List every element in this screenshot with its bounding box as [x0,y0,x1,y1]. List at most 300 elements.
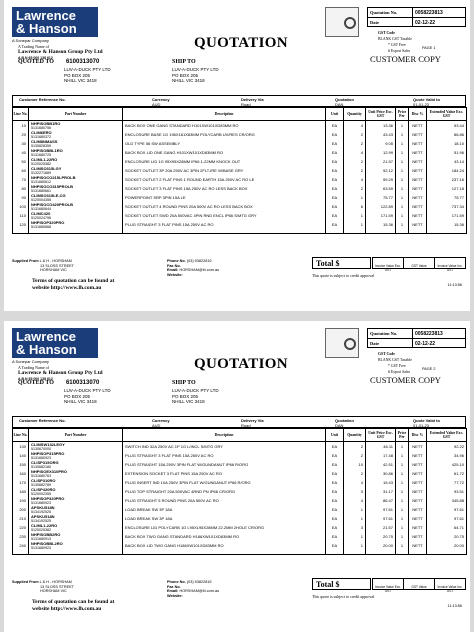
description: SWITCH IND 32A 250V AC 1P 1G L/INCL S/MTG GRY [123,442,326,452]
part-barcode: 5131680923 [31,501,51,505]
extended-value: 737.34 [427,202,467,211]
line-number: 110 [13,211,29,220]
extended-value: 64.71 [427,523,467,532]
extended-value: 184.24 [427,166,467,175]
line-number: 150 [13,460,29,469]
table-row [13,211,467,220]
quantity: 1 [344,532,366,541]
quotation-no-label: Quotation No. [368,329,413,338]
part-barcode: 5134192525 [31,519,51,523]
extended-value: 345.88 [427,496,467,505]
discount: NETT [409,139,427,148]
col-line: Line No. [13,429,29,442]
empty-cell [427,550,467,554]
tax-export: # Export Sales [388,370,411,374]
unit: EA [326,496,344,505]
total-boxes [372,578,466,593]
unit-price: 46.11 [366,442,396,452]
description: PLUG STRAIGHT 3 FLAT PINS 15A 250V AC RO [123,451,326,460]
part-number [29,220,123,229]
invoice-value-inc-label: Invoice Value Inc. GST [437,585,463,593]
quantity: 6 [344,202,366,211]
quotation-by-label: Quotation [335,418,354,423]
part-number [29,505,123,514]
company-name: Lawrence & Hanson Group Pty Ltd [18,49,103,55]
line-number: 80 [13,184,29,193]
logo-line-1: Lawrence [16,8,76,23]
tax-free: * GST Free [388,43,406,47]
empty-cell [396,229,409,233]
part-number [29,460,123,469]
discount: NETT [409,166,427,175]
table-row [13,505,467,514]
line-number: 40 [13,148,29,157]
total-label: Total $ [312,257,371,269]
quantity: 2 [344,166,366,175]
total-boxes [372,257,466,272]
quotation-by: DAN [335,102,344,107]
empty-cell [409,550,427,554]
page-number [422,367,435,371]
print-time: 11:13:56 [447,283,462,287]
extended-value: 425.10 [427,460,467,469]
part-barcode: 5132271889 [31,171,51,175]
unit: EA [326,532,344,541]
currency: AUD [152,423,161,428]
address-line: PO BOX 205 [64,393,91,399]
ship-to-label: SHIP TO [172,59,196,65]
unit: EA [326,541,344,550]
price-per: 1 [396,478,409,487]
terms-line-1: Terms of quotation can be found at [32,599,115,605]
price-per: 1 [396,121,409,131]
extended-value: 61.72 [427,469,467,478]
extended-value: 171.59 [427,211,467,220]
gst-value-label: GST Value [404,579,435,589]
col-ext-price: Extended Value Exc. GST [427,108,467,121]
logo-subtitle: A Sonepar Company [12,359,49,364]
unit: EA [326,157,344,166]
price-per: 1 [396,157,409,166]
address-line: NHILL VIC 3418 [64,399,97,404]
part-barcode: 5131680372 [31,135,51,139]
col-unit: Unit [326,108,344,121]
price-per: 1 [396,442,409,452]
line-number: 230 [13,532,29,541]
description: BACK BOX TWO GANG STANDARD H186XW101XD83MM RO [123,532,326,541]
quantity: 3 [344,487,366,496]
extended-value: 93.51 [427,487,467,496]
unit: EA [326,166,344,175]
part-number [29,532,123,541]
invoice-value-label: Invoice Value Exc. GST [373,258,404,268]
discount: NETT [409,487,427,496]
col-price-per: Price Per [396,108,409,121]
empty-cell [396,550,409,554]
extended-value: 20.75 [427,532,467,541]
price-per: 1 [396,184,409,193]
extended-value: 51.96 [427,148,467,157]
col-part: Part Number [29,429,123,442]
unit-price: 30.86 [366,469,396,478]
table-row [13,469,467,478]
description: BACK BOX LID TWO GANG H186XW101XD83MM RO [123,541,326,550]
unit: EA [326,184,344,193]
page-number-value: 1 [433,46,436,50]
col-ext-price: Extended Value Exc. GST [427,429,467,442]
part-number [29,469,123,478]
quantity: 4 [344,121,366,131]
part-code: CLIMC420 [31,211,51,216]
line-number: 50 [13,157,29,166]
discount: NETT [409,514,427,523]
part-barcode: 5131680923 [31,546,51,550]
tax-export: # Export Sales [388,49,411,53]
terms-note [32,599,114,613]
terms-line-2: website http://www.lh.com.au [32,606,102,612]
col-qty: Quantity [344,108,366,121]
table-row [13,184,467,193]
logo-line-2: & Hanson [16,21,77,36]
price-per: 1 [396,193,409,202]
part-code: CLIML1-22RO [31,157,58,162]
email-label: Email: [167,589,179,593]
part-code: NHPISOCO420PROLB [31,202,74,207]
terms-note [32,278,114,292]
address-line: LUV-A-DUCK PTY LTD [172,388,219,393]
description: ENCLOSURE BASE 1G 196X161X83MM POLYCARB UV/RES CR/ORG [123,130,326,139]
extended-value: 92.22 [427,442,467,452]
empty-cell [366,229,396,233]
quotation-footer [12,257,466,291]
fax-label: Fax No. [167,263,181,268]
quantity: 2 [344,442,366,452]
trading-name-label: A Trading Name of [18,44,49,49]
extended-value: 97.61 [427,505,467,514]
part-number [29,451,123,460]
quoted-to-label [18,380,99,386]
description: BACK BOX ONE GANG STANDARD H101XW101XD83MM RO [123,121,326,131]
tax-code-label: GST Code [378,31,395,35]
part-number [29,478,123,487]
table-row [13,220,467,229]
ship-to-label: SHIP TO [172,380,196,386]
empty-cell [13,550,29,554]
col-desc: Description [123,108,326,121]
unit-price: 75.77 [366,193,396,202]
quantity: 2 [344,157,366,166]
discount: NETT [409,184,427,193]
unit: EA [326,121,344,131]
certification-badge [325,328,359,358]
price-per: 1 [396,139,409,148]
page-label: PAGE [422,367,433,371]
empty-cell [427,229,467,233]
line-number: 30 [13,139,29,148]
part-code: CLIMSO315LGY [31,166,62,171]
unit: EA [326,523,344,532]
price-per: 1 [396,220,409,229]
part-barcode: 5120004355 [31,198,51,202]
tax-blank: BLANK GST Taxable [378,358,412,362]
quantity: 2 [344,139,366,148]
address-line: NHILL VIC 3418 [64,78,97,83]
discount: NETT [409,523,427,532]
customer-ref-label: Customer Reference No. [19,97,66,102]
part-barcode: 5131680913 [31,537,51,541]
unit-price: 21.57 [366,157,396,166]
discount: NETT [409,460,427,469]
price-per: 1 [396,211,409,220]
col-part: Part Number [29,108,123,121]
part-barcode: 5130682789 [31,483,51,487]
price-per: 1 [396,505,409,514]
quoted-to-address [64,67,111,84]
part-code: NHPISOP320PRO [31,220,65,225]
part-code: NHPISOBB2RO [31,532,61,537]
line-items-table [12,107,467,234]
unit: EA [326,220,344,229]
extended-value: 53.44 [427,121,467,131]
part-barcode: 5131680763 [31,474,51,478]
quoted-to-text: QUOTED TO [18,380,54,386]
discount: NETT [409,130,427,139]
quantity: 3 [344,523,366,532]
extended-value: 43.14 [427,157,467,166]
description: SOCKET OUTLET 2 FLAT PINS 1 ROUND EARTH 15A 250V AC RO LE [123,175,326,184]
table-row [13,514,467,523]
reference-header [12,416,466,428]
part-code: NHPISOBBL2RO [31,541,63,546]
empty-cell [29,550,123,554]
col-line: Line No. [13,108,29,121]
quantity: 2 [344,451,366,460]
supplied-address-2: HORSHAM VIC [40,589,67,593]
unit: EA [326,211,344,220]
supplied-from-label: Supplied From [12,259,39,263]
price-per: 1 [396,514,409,523]
table-row [13,148,467,157]
unit: EA [326,487,344,496]
extended-value: 127.18 [427,184,467,193]
part-barcode: 5134192525 [31,510,51,514]
logo-line-2: & Hanson [16,342,77,357]
unit-price: 97.61 [366,514,396,523]
quoted-to-account: 6100313070 [65,380,100,386]
price-per: 1 [396,202,409,211]
quotation-by-label: Quotation [335,97,354,102]
line-number: 70 [13,175,29,184]
part-code: NHPISOBBL1RO [31,148,63,153]
table-row [13,478,467,487]
col-unit: Unit [326,429,344,442]
currency-label: Currency [152,418,170,423]
unit-price: 171.59 [366,211,396,220]
discount: NETT [409,202,427,211]
certification-seal-icon [344,338,356,350]
part-number [29,184,123,193]
price-per: 1 [396,469,409,478]
phone: (03) 53822819 [186,259,212,263]
part-barcode: 5131680756 [31,126,51,130]
discount: NETT [409,505,427,514]
valid-to: 01-01-23 [413,102,430,107]
supplied-address-2: HORSHAM VIC [40,268,67,272]
unit-price: 43.43 [366,130,396,139]
part-code: APSKU518N [31,505,55,510]
unit-price: 20.75 [366,532,396,541]
unit-price: 42.51 [366,460,396,469]
empty-cell [366,550,396,554]
part-code: CLIMSO315LE-CG [31,193,66,198]
part-barcode: 5130682180 [31,465,51,469]
quotation-no: 0058223813 [415,331,443,337]
valid-to-label: Quote Valid to [413,418,440,423]
line-number: 100 [13,202,29,211]
price-per: 1 [396,532,409,541]
description: PLUG STRAIGHT 3 FLAT PINS 15A 250V AC RO [123,220,326,229]
part-code: NHPISOEX310PRO [31,469,68,474]
discount: NETT [409,193,427,202]
part-number [29,157,123,166]
trading-name-label: A Trading Name of [18,365,49,370]
reference-header [12,95,466,107]
quantity: 1 [344,505,366,514]
currency: AUD [152,102,161,107]
discount: NETT [409,211,427,220]
discount: NETT [409,496,427,505]
table-row [13,496,467,505]
description: LOAD BREAK SW 3P 18A [123,514,326,523]
part-number [29,487,123,496]
part-number [29,541,123,550]
invoice-value-inc-label: Invoice Value Inc. GST [437,264,463,272]
discount: NETT [409,532,427,541]
part-code: APSKU518N [31,514,55,519]
phone-label: Phone No. [167,259,186,263]
delivery-via-label: Delivery Via [241,418,264,423]
supplied-from-label: Supplied From [12,580,39,584]
price-per: 1 [396,496,409,505]
part-code: CLIMSW132LEGY [31,442,65,447]
quotation-info-box [367,7,466,27]
supplied-address-1: 13 SLOSS STREET [40,584,74,589]
supplied-from [12,580,74,594]
price-per: 1 [396,541,409,550]
quotation-page-1 [4,0,470,311]
supplied-from-branch: L & H - HORSHAM [39,259,72,263]
part-barcode: 5131680725 [31,153,51,157]
address-line: NHILL VIC 3418 [172,78,205,83]
part-barcode: 5131680923 [31,456,51,460]
unit-price: 20.00 [366,541,396,550]
quantity: 2 [344,130,366,139]
email: HORSHAM@lh.com.au [179,268,220,272]
discount: NETT [409,478,427,487]
extended-value: 15.36 [427,220,467,229]
line-items-table [12,428,467,555]
description: ENCLOSURE LID POLYCARB 1G L95XL95X28MM 22.2MM 2HOLE CR/ORG [123,523,326,532]
tax-blank: BLANK GST Taxable [378,37,412,41]
discount: NETT [409,442,427,452]
quantity: 4 [344,478,366,487]
unit: EA [326,469,344,478]
part-number [29,523,123,532]
table-bottom-border [13,550,467,554]
empty-cell [326,229,344,233]
table-row [13,523,467,532]
description: SOCKET OUTLET 3 FLAT PINS 15A 250V AC RO LESS BACK BOX [123,184,326,193]
date: 02-12-22 [415,341,436,347]
quantity: 2 [344,184,366,193]
line-number: 170 [13,478,29,487]
part-number [29,166,123,175]
extended-value: 34.96 [427,451,467,460]
part-number [29,442,123,452]
currency-label: Currency [152,97,170,102]
empty-cell [123,229,326,233]
address-line: PO BOX 205 [172,393,199,399]
col-desc: Description [123,429,326,442]
tax-code-legend [378,30,412,54]
total-label: Total $ [312,578,371,590]
quotation-info-box [367,328,466,348]
line-number: 130 [13,442,29,452]
line-number: 10 [13,121,29,131]
valid-to: 01-01-23 [413,423,430,428]
table-row [13,166,467,175]
document-title: QUOTATION [194,356,288,372]
part-code: CLISP310RO [31,478,56,483]
description: BACK BOX LID ONE GANG H101XW101XD83MM RO [123,148,326,157]
unit-price: 59.29 [366,175,396,184]
quotation-by: DAN [335,423,344,428]
description: EXTENSION SOCKET 3 FLAT PINS 15A 250V AC RO [123,469,326,478]
quoted-to-text: QUOTED TO [18,59,54,65]
empty-cell [123,550,326,554]
line-number: 20 [13,130,29,139]
unit-price: 21.57 [366,523,396,532]
description: LOAD BREAK SW 3P 18A [123,505,326,514]
description: OLD TYPE 56 SW ASSEMBLY [123,139,326,148]
unit-price: 15.36 [366,220,396,229]
unit-price: 19.43 [366,478,396,487]
unit: EA [326,478,344,487]
quoted-to-address [64,388,111,405]
part-code: CLISP420RO [31,487,56,492]
part-code: NHPISOCO315PROLB [31,184,74,189]
description: PLUG STRAIGHT 15A 250V 3PIN FLAT W/GUNDANUT IP66 R/ORG [123,460,326,469]
quantity: 1 [344,193,366,202]
abn: A.B.N 65 000 138 612 [18,377,53,381]
col-price-per: Price Per [396,429,409,442]
address-line: PO BOX 205 [64,72,91,78]
part-barcode: 5120024796 [31,216,51,220]
line-number: 200 [13,505,29,514]
table-row [13,451,467,460]
price-per: 1 [396,451,409,460]
discount: NETT [409,451,427,460]
empty-cell [409,229,427,233]
table-row [13,460,467,469]
gst-value-label: GST Value [404,258,435,268]
unit: EA [326,505,344,514]
price-per: 1 [396,166,409,175]
line-number: 60 [13,166,29,175]
part-code: CLIML1-22RO [31,523,58,528]
quantity: 2 [344,469,366,478]
quotation-no-label: Quotation No. [368,8,413,17]
